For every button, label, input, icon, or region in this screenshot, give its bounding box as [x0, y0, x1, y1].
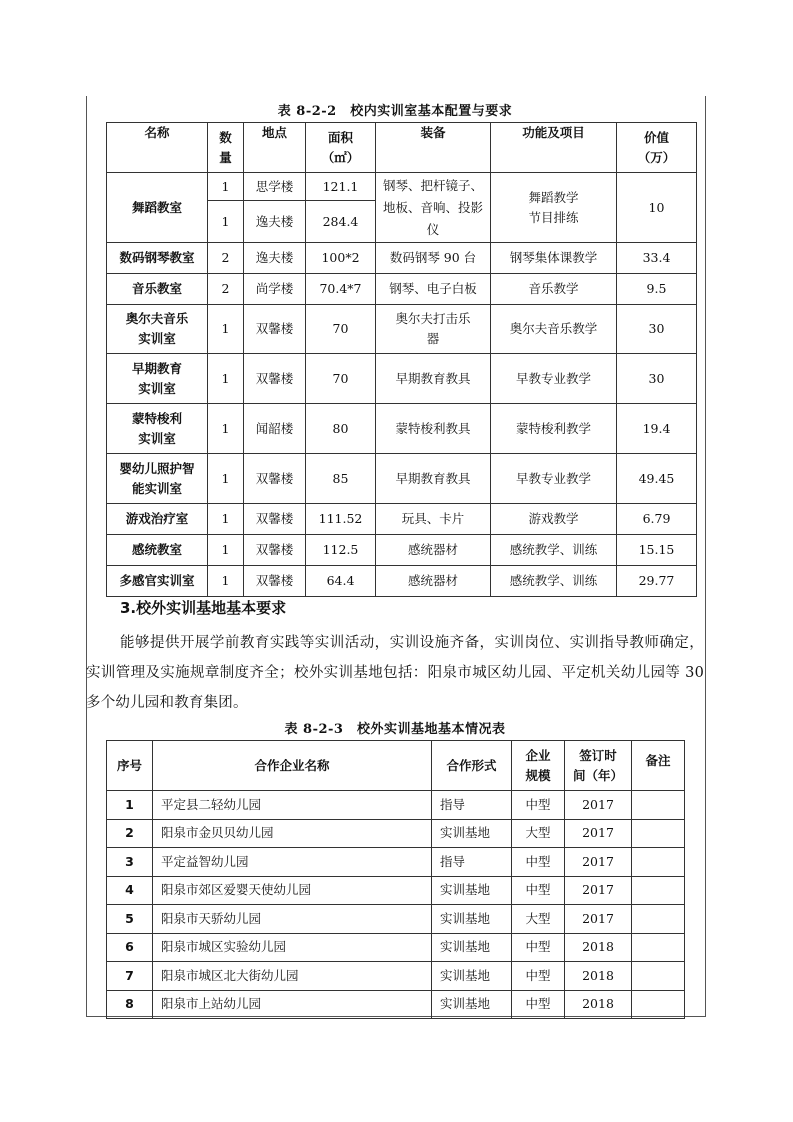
cell-no: 1 — [107, 791, 153, 820]
table-row — [107, 535, 697, 566]
cell-no: 6 — [107, 933, 153, 962]
header-location: 地点 — [244, 123, 306, 173]
cell-name: 音乐教室 — [107, 274, 208, 305]
cell-qty: 1 — [208, 173, 244, 201]
cell-area: 112.5 — [306, 535, 376, 566]
cell-remark — [632, 962, 685, 991]
cell-area: 284.4 — [306, 201, 376, 243]
cell-location: 思学楼 — [244, 173, 306, 201]
cell-name: 感统教室 — [107, 535, 208, 566]
cell-name: 婴幼儿照护智 能实训室 — [107, 454, 208, 504]
cell-remark — [632, 990, 685, 1019]
cell-partner-name: 阳泉市金贝贝幼儿园 — [153, 819, 432, 848]
cell-area: 80 — [306, 404, 376, 454]
cell-name: 数码钢琴教室 — [107, 243, 208, 274]
cell-remark — [632, 905, 685, 934]
header-equipment: 装备 — [376, 123, 491, 173]
cell-value: 19.4 — [617, 404, 697, 454]
cell-scale: 中型 — [512, 933, 565, 962]
cell-name: 游戏治疗室 — [107, 504, 208, 535]
cell-equipment: 早期教育教具 — [376, 454, 491, 504]
cell-equipment: 钢琴、把杆镜子、地板、音响、投影仪 — [376, 173, 491, 243]
cell-scale: 中型 — [512, 876, 565, 905]
cell-partner-name: 阳泉市天骄幼儿园 — [153, 905, 432, 934]
table-row — [107, 243, 697, 274]
table1-header-row — [107, 123, 697, 173]
table-row — [107, 905, 685, 934]
table-row — [107, 454, 697, 504]
header-form: 合作形式 — [432, 741, 512, 791]
cell-year: 2017 — [565, 791, 632, 820]
table-row — [107, 990, 685, 1019]
table-row — [107, 404, 697, 454]
cell-area: 85 — [306, 454, 376, 504]
cell-location: 双馨楼 — [244, 354, 306, 404]
cell-function: 早教专业教学 — [491, 454, 617, 504]
cell-year: 2017 — [565, 819, 632, 848]
cell-value: 30 — [617, 305, 697, 354]
cell-location: 双馨楼 — [244, 305, 306, 354]
cell-form: 实训基地 — [432, 905, 512, 934]
cell-year: 2017 — [565, 905, 632, 934]
header-area: 面积 （㎡） — [306, 123, 376, 173]
table-row — [107, 305, 697, 354]
cell-no: 8 — [107, 990, 153, 1019]
cell-name: 蒙特梭利 实训室 — [107, 404, 208, 454]
cell-no: 4 — [107, 876, 153, 905]
cell-qty: 1 — [208, 305, 244, 354]
section-paragraph: 能够提供开展学前教育实践等实训活动，实训设施齐备，实训岗位、实训指导教师确定，实训管理及实施规章制度齐全；校外实训基地包括：阳泉市城区幼儿园、平定机关幼儿园等 30 多个幼儿园和教育集团。 — [86, 635, 704, 711]
cell-area: 111.52 — [306, 504, 376, 535]
cell-no: 7 — [107, 962, 153, 991]
cell-year: 2017 — [565, 876, 632, 905]
cell-partner-name: 阳泉市城区实验幼儿园 — [153, 933, 432, 962]
cell-area: 64.4 — [306, 566, 376, 597]
cell-year: 2018 — [565, 933, 632, 962]
cell-equipment: 早期教育教具 — [376, 354, 491, 404]
cell-equipment: 玩具、卡片 — [376, 504, 491, 535]
cell-area: 70 — [306, 305, 376, 354]
cell-function: 舞蹈教学 节目排练 — [491, 173, 617, 243]
cell-year: 2018 — [565, 962, 632, 991]
table1-caption: 表 8-2-2 校内实训室基本配置与要求 — [277, 104, 513, 119]
cell-equipment: 蒙特梭利教具 — [376, 404, 491, 454]
cell-scale: 中型 — [512, 962, 565, 991]
cell-location: 逸夫楼 — [244, 201, 306, 243]
cell-location: 逸夫楼 — [244, 243, 306, 274]
table-row — [107, 274, 697, 305]
cell-qty: 1 — [208, 354, 244, 404]
cell-no: 2 — [107, 819, 153, 848]
cell-partner-name: 平定县二轻幼儿园 — [153, 791, 432, 820]
cell-scale: 大型 — [512, 905, 565, 934]
cell-form: 实训基地 — [432, 876, 512, 905]
table-row — [107, 876, 685, 905]
cell-area: 121.1 — [306, 173, 376, 201]
header-remark: 备注 — [632, 741, 685, 791]
cell-qty: 1 — [208, 404, 244, 454]
cell-scale: 大型 — [512, 819, 565, 848]
cell-scale: 中型 — [512, 990, 565, 1019]
cell-equipment: 奥尔夫打击乐 器 — [376, 305, 491, 354]
cell-equipment: 钢琴、电子白板 — [376, 274, 491, 305]
cell-scale: 中型 — [512, 791, 565, 820]
cell-form: 指导 — [432, 848, 512, 877]
cell-value: 33.4 — [617, 243, 697, 274]
header-qty: 数 量 — [208, 123, 244, 173]
cell-value: 49.45 — [617, 454, 697, 504]
table-row — [107, 848, 685, 877]
cell-remark — [632, 933, 685, 962]
cell-form: 实训基地 — [432, 962, 512, 991]
table-row — [107, 173, 697, 201]
cell-form: 实训基地 — [432, 990, 512, 1019]
table-row — [107, 354, 697, 404]
cell-qty: 1 — [208, 504, 244, 535]
cell-function: 感统教学、训练 — [491, 535, 617, 566]
cell-value: 15.15 — [617, 535, 697, 566]
cell-qty: 1 — [208, 566, 244, 597]
cell-area: 70.4*7 — [306, 274, 376, 305]
cell-no: 3 — [107, 848, 153, 877]
cell-partner-name: 平定益智幼儿园 — [153, 848, 432, 877]
cell-function: 奥尔夫音乐教学 — [491, 305, 617, 354]
cell-location: 尚学楼 — [244, 274, 306, 305]
cell-function: 早教专业教学 — [491, 354, 617, 404]
cell-function: 音乐教学 — [491, 274, 617, 305]
cell-function: 游戏教学 — [491, 504, 617, 535]
cell-partner-name: 阳泉市城区北大街幼儿园 — [153, 962, 432, 991]
section-heading: 3.校外实训基地基本要求 — [120, 599, 287, 617]
cell-location: 闻韶楼 — [244, 404, 306, 454]
cell-remark — [632, 819, 685, 848]
cell-form: 实训基地 — [432, 819, 512, 848]
cell-location: 双馨楼 — [244, 535, 306, 566]
cell-location: 双馨楼 — [244, 454, 306, 504]
header-function: 功能及项目 — [491, 123, 617, 173]
cell-area: 70 — [306, 354, 376, 404]
cell-qty: 2 — [208, 243, 244, 274]
cell-name: 早期教育 实训室 — [107, 354, 208, 404]
table-row — [107, 819, 685, 848]
table2-caption: 表 8-2-3 校外实训基地基本情况表 — [284, 722, 506, 737]
cell-remark — [632, 876, 685, 905]
cell-scale: 中型 — [512, 848, 565, 877]
table-row — [107, 933, 685, 962]
header-year: 签订时 间（年） — [565, 741, 632, 791]
cell-value: 6.79 — [617, 504, 697, 535]
cell-year: 2018 — [565, 990, 632, 1019]
cell-location: 双馨楼 — [244, 566, 306, 597]
cell-function: 感统教学、训练 — [491, 566, 617, 597]
table-row — [107, 566, 697, 597]
header-value: 价值 （万） — [617, 123, 697, 173]
table-row — [107, 504, 697, 535]
cell-no: 5 — [107, 905, 153, 934]
cell-equipment: 感统器材 — [376, 566, 491, 597]
cell-function: 蒙特梭利教学 — [491, 404, 617, 454]
cell-value: 29.77 — [617, 566, 697, 597]
header-name: 名称 — [107, 123, 208, 173]
cell-value: 10 — [617, 173, 697, 243]
table-external-bases — [106, 740, 685, 1019]
cell-form: 实训基地 — [432, 933, 512, 962]
cell-equipment: 感统器材 — [376, 535, 491, 566]
header-no: 序号 — [107, 741, 153, 791]
table2-header-row — [107, 741, 685, 791]
cell-value: 9.5 — [617, 274, 697, 305]
cell-qty: 1 — [208, 201, 244, 243]
cell-name: 舞蹈教室 — [107, 173, 208, 243]
cell-form: 指导 — [432, 791, 512, 820]
cell-partner-name: 阳泉市上站幼儿园 — [153, 990, 432, 1019]
cell-name: 多感官实训室 — [107, 566, 208, 597]
cell-function: 钢琴集体课教学 — [491, 243, 617, 274]
cell-qty: 1 — [208, 535, 244, 566]
cell-qty: 2 — [208, 274, 244, 305]
cell-qty: 1 — [208, 454, 244, 504]
table-row — [107, 791, 685, 820]
header-scale: 企业 规模 — [512, 741, 565, 791]
cell-year: 2017 — [565, 848, 632, 877]
cell-remark — [632, 791, 685, 820]
cell-equipment: 数码钢琴 90 台 — [376, 243, 491, 274]
cell-partner-name: 阳泉市郊区爱婴天使幼儿园 — [153, 876, 432, 905]
cell-location: 双馨楼 — [244, 504, 306, 535]
cell-name: 奥尔夫音乐 实训室 — [107, 305, 208, 354]
table-indoor-labs — [106, 122, 697, 597]
cell-remark — [632, 848, 685, 877]
cell-area: 100*2 — [306, 243, 376, 274]
table-row — [107, 962, 685, 991]
header-partner-name: 合作企业名称 — [153, 741, 432, 791]
cell-value: 30 — [617, 354, 697, 404]
